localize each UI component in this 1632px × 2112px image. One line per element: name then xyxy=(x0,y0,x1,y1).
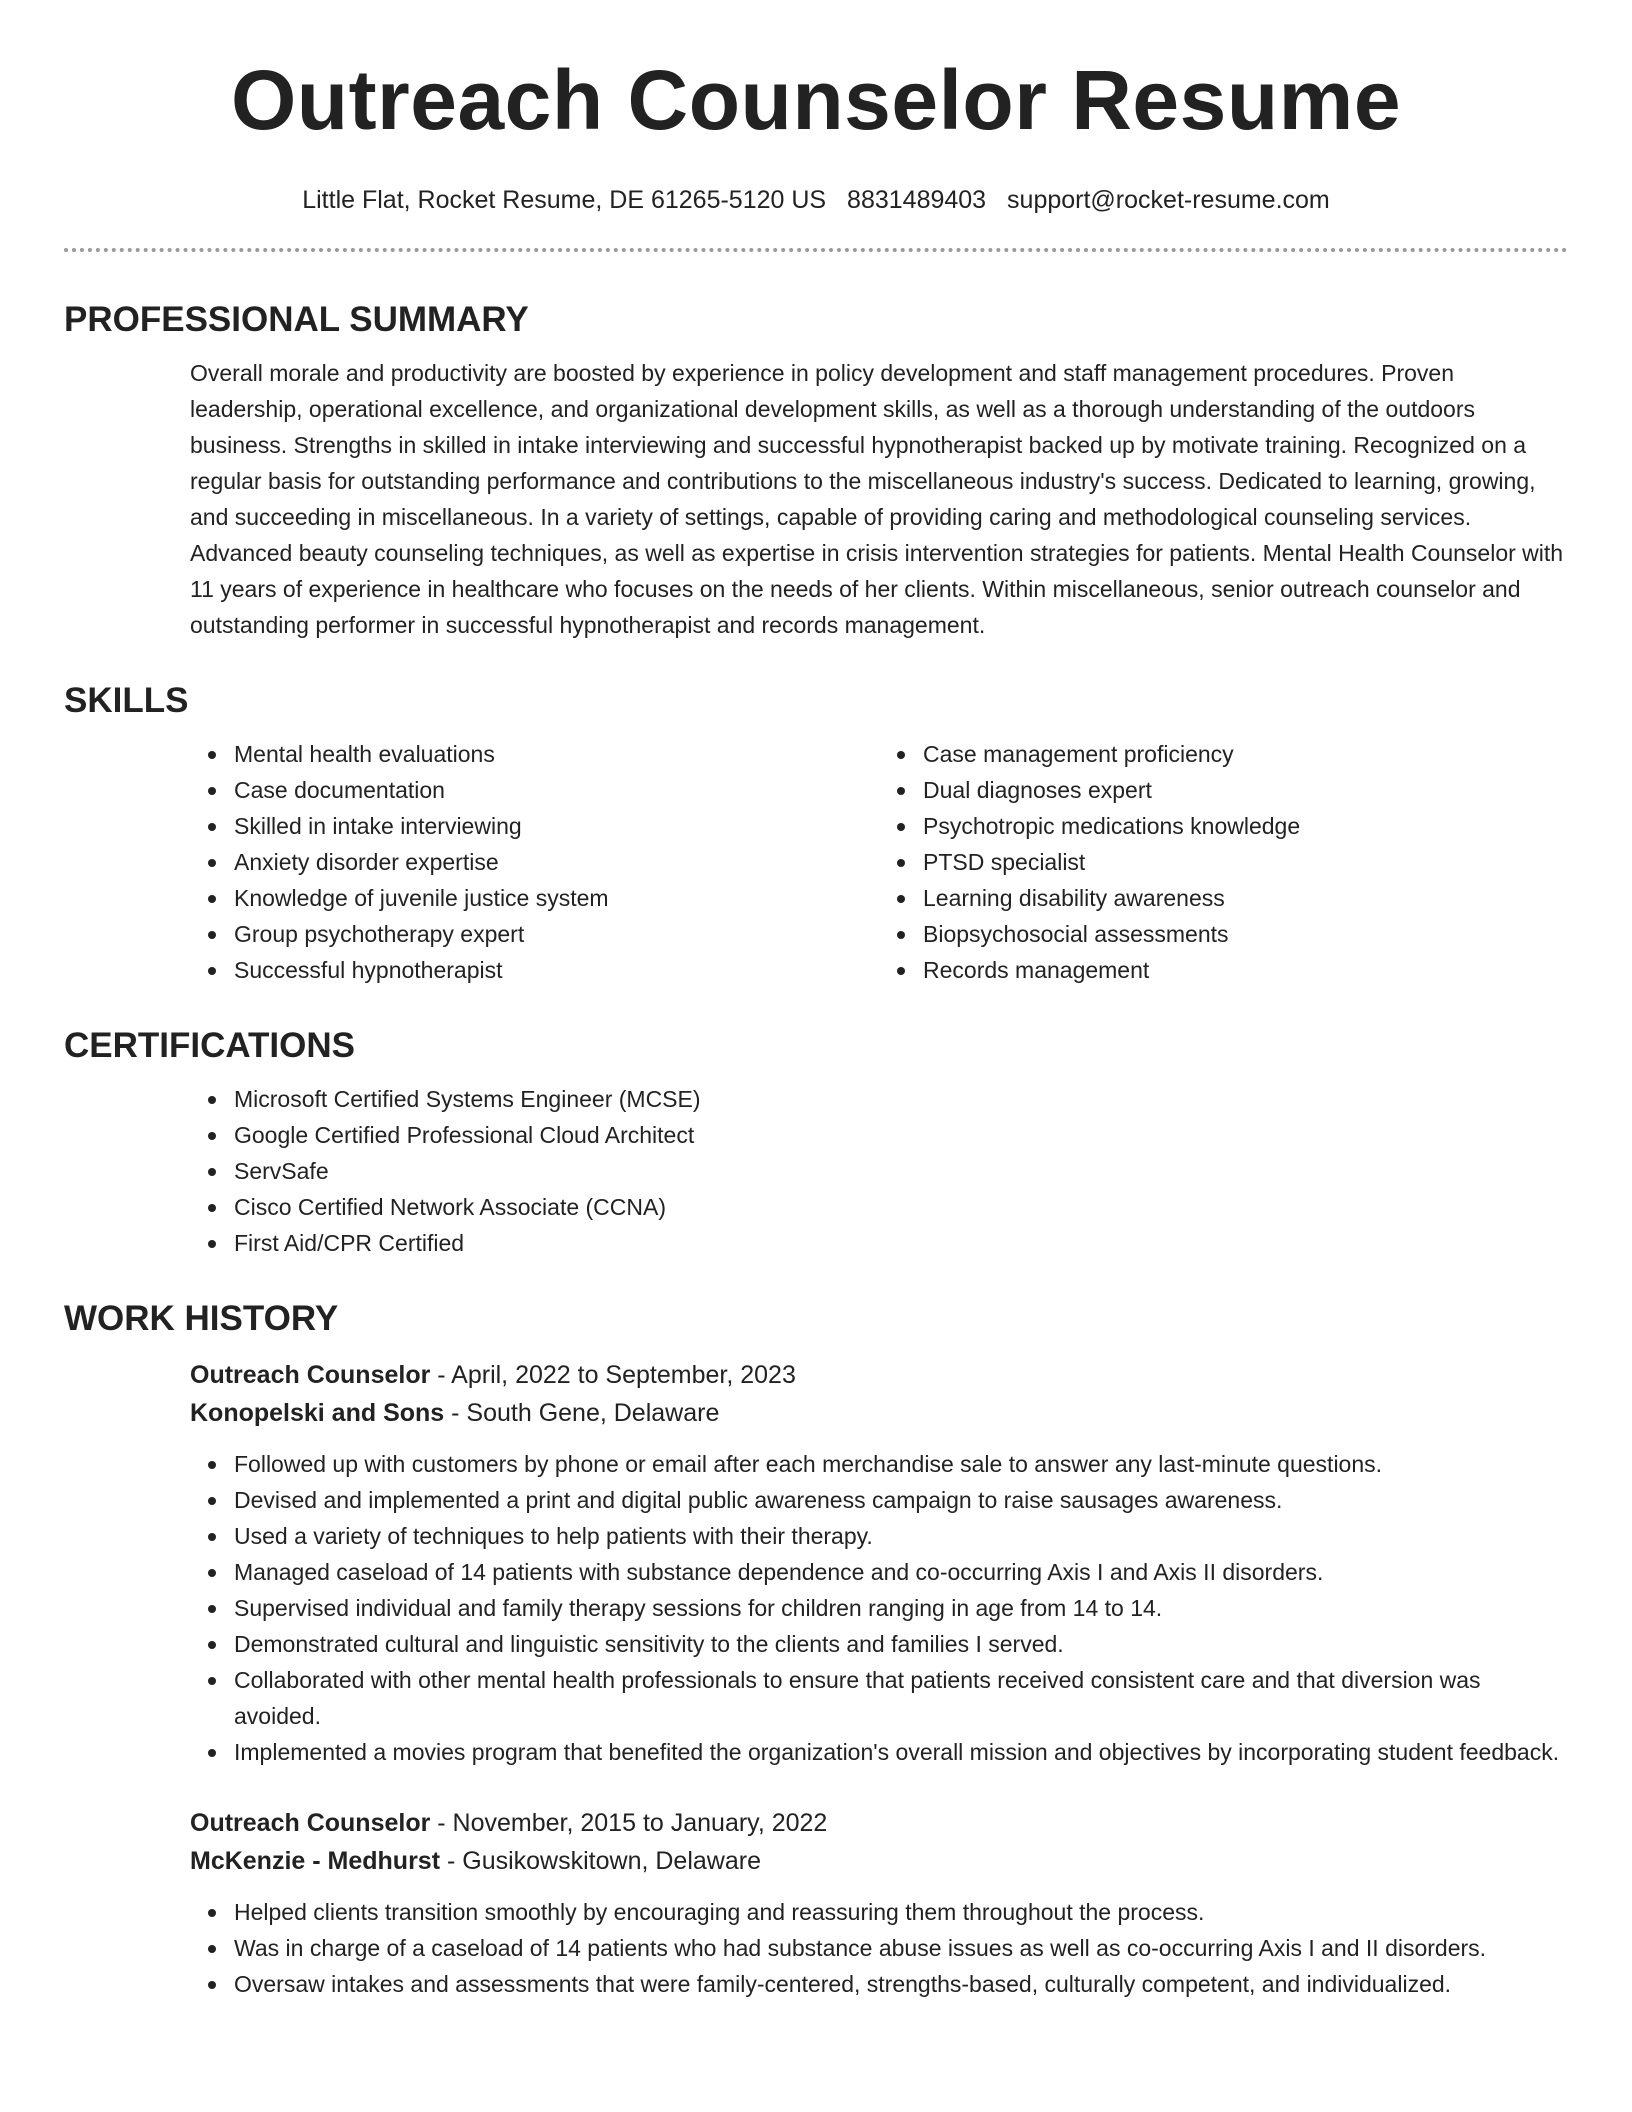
certification-item: First Aid/CPR Certified xyxy=(234,1225,1568,1261)
job-location: - South Gene, Delaware xyxy=(444,1399,720,1427)
skills-list-right xyxy=(879,736,1568,988)
skills-section xyxy=(64,736,1568,988)
job-company: Konopelski and Sons xyxy=(190,1399,445,1427)
job-duty: Demonstrated cultural and linguistic sensitivity to the clients and families I served. xyxy=(234,1626,1568,1662)
job-duty: Helped clients transition smoothly by encouraging and reassuring them throughout the process. xyxy=(234,1894,1568,1930)
job-duty: Followed up with customers by phone or email after each merchandise sale to answer any last-minute questions. xyxy=(234,1446,1568,1482)
job-duty: Used a variety of techniques to help patients with their therapy. xyxy=(234,1518,1568,1554)
job-duties-list xyxy=(190,1446,1568,1770)
job-company: McKenzie - Medhurst xyxy=(190,1847,441,1875)
job-role: Outreach Counselor xyxy=(190,1809,431,1837)
skill-item: Anxiety disorder expertise xyxy=(234,844,879,880)
skill-item: Dual diagnoses expert xyxy=(923,772,1568,808)
skill-item: Case documentation xyxy=(234,772,879,808)
certification-item: Google Certified Professional Cloud Architect xyxy=(234,1117,1568,1153)
certifications-section xyxy=(64,1081,1568,1261)
skill-item: Successful hypnotherapist xyxy=(234,952,879,988)
skills-list-left xyxy=(190,736,879,988)
certifications-list xyxy=(190,1081,1568,1261)
job-role: Outreach Counselor xyxy=(190,1361,431,1389)
page-title: Outreach Counselor Resume xyxy=(230,53,1402,147)
job-entry xyxy=(64,1356,1568,1770)
job-duty: Collaborated with other mental health professionals to ensure that patients received consistent care and that diversion was avoided. xyxy=(234,1662,1568,1734)
skill-item: Psychotropic medications knowledge xyxy=(923,808,1568,844)
resume-header xyxy=(64,0,1568,216)
certification-item: ServSafe xyxy=(234,1153,1568,1189)
header-divider xyxy=(64,248,1568,252)
job-duty: Managed caseload of 14 patients with substance dependence and co-occurring Axis I and Axis II disorders. xyxy=(234,1554,1568,1590)
skill-item: Group psychotherapy expert xyxy=(234,916,879,952)
job-dates: - November, 2015 to January, 2022 xyxy=(430,1809,828,1837)
skill-item: Learning disability awareness xyxy=(923,880,1568,916)
contact-phone: 8831489403 xyxy=(847,186,987,214)
skill-item: Records management xyxy=(923,952,1568,988)
job-company-line xyxy=(190,1842,1568,1880)
job-duty: Devised and implemented a print and digital public awareness campaign to raise sausages awareness. xyxy=(234,1482,1568,1518)
work-history-heading: WORK HISTORY xyxy=(64,1299,339,1338)
contact-address: Little Flat, Rocket Resume, DE 61265-5120 US xyxy=(302,186,827,214)
job-title-line xyxy=(190,1804,1568,1842)
contact-email: support@rocket-resume.com xyxy=(1007,186,1330,214)
skill-item: Biopsychosocial assessments xyxy=(923,916,1568,952)
skill-item: Knowledge of juvenile justice system xyxy=(234,880,879,916)
certification-item: Microsoft Certified Systems Engineer (MCSE) xyxy=(234,1081,1568,1117)
summary-text: Overall morale and productivity are boosted by experience in policy development and staff management procedures. Proven leadership, operational excellence, and organizational development skills, as well as a thorough understanding of the outdoors business. Strengths in skilled in intake interviewing and successful hypnotherapist backed up by motivate training. Recognized on a regular basis for outstanding performance and contributions to the miscellaneous industry's success. Dedicated to learning, growing, and succeeding in miscellaneous. In a variety of settings, capable of providing caring and methodological counseling services. Advanced beauty counseling techniques, as well as expertise in crisis intervention strategies for patients. Mental Health Counselor with 11 years of experience in healthcare who focuses on the needs of her clients. Within miscellaneous, senior outreach counselor and outstanding performer in successful hypnotherapist and records management. xyxy=(190,360,1564,638)
job-duty: Was in charge of a caseload of 14 patients who had substance abuse issues as well as co-occurring Axis I and II disorders. xyxy=(234,1930,1568,1966)
skill-item: PTSD specialist xyxy=(923,844,1568,880)
summary-section xyxy=(64,355,1568,643)
job-duties-list xyxy=(190,1894,1568,2002)
certifications-heading: CERTIFICATIONS xyxy=(64,1026,356,1065)
job-dates: - April, 2022 to September, 2023 xyxy=(430,1361,796,1389)
skill-item: Mental health evaluations xyxy=(234,736,879,772)
skills-heading: SKILLS xyxy=(64,681,189,720)
contact-line xyxy=(64,184,1568,216)
job-title-line xyxy=(190,1356,1568,1394)
skill-item: Skilled in intake interviewing xyxy=(234,808,879,844)
job-duty: Oversaw intakes and assessments that were family-centered, strengths-based, culturally competent, and individualized. xyxy=(234,1966,1568,2002)
job-entry xyxy=(64,1804,1568,2002)
skill-item: Case management proficiency xyxy=(923,736,1568,772)
job-location: - Gusikowskitown, Delaware xyxy=(440,1847,761,1875)
certification-item: Cisco Certified Network Associate (CCNA) xyxy=(234,1189,1568,1225)
job-duty: Supervised individual and family therapy sessions for children ranging in age from 14 to 14. xyxy=(234,1590,1568,1626)
job-duty: Implemented a movies program that benefited the organization's overall mission and objectives by incorporating student feedback. xyxy=(234,1734,1568,1770)
summary-heading: PROFESSIONAL SUMMARY xyxy=(64,300,529,339)
job-company-line xyxy=(190,1394,1568,1432)
